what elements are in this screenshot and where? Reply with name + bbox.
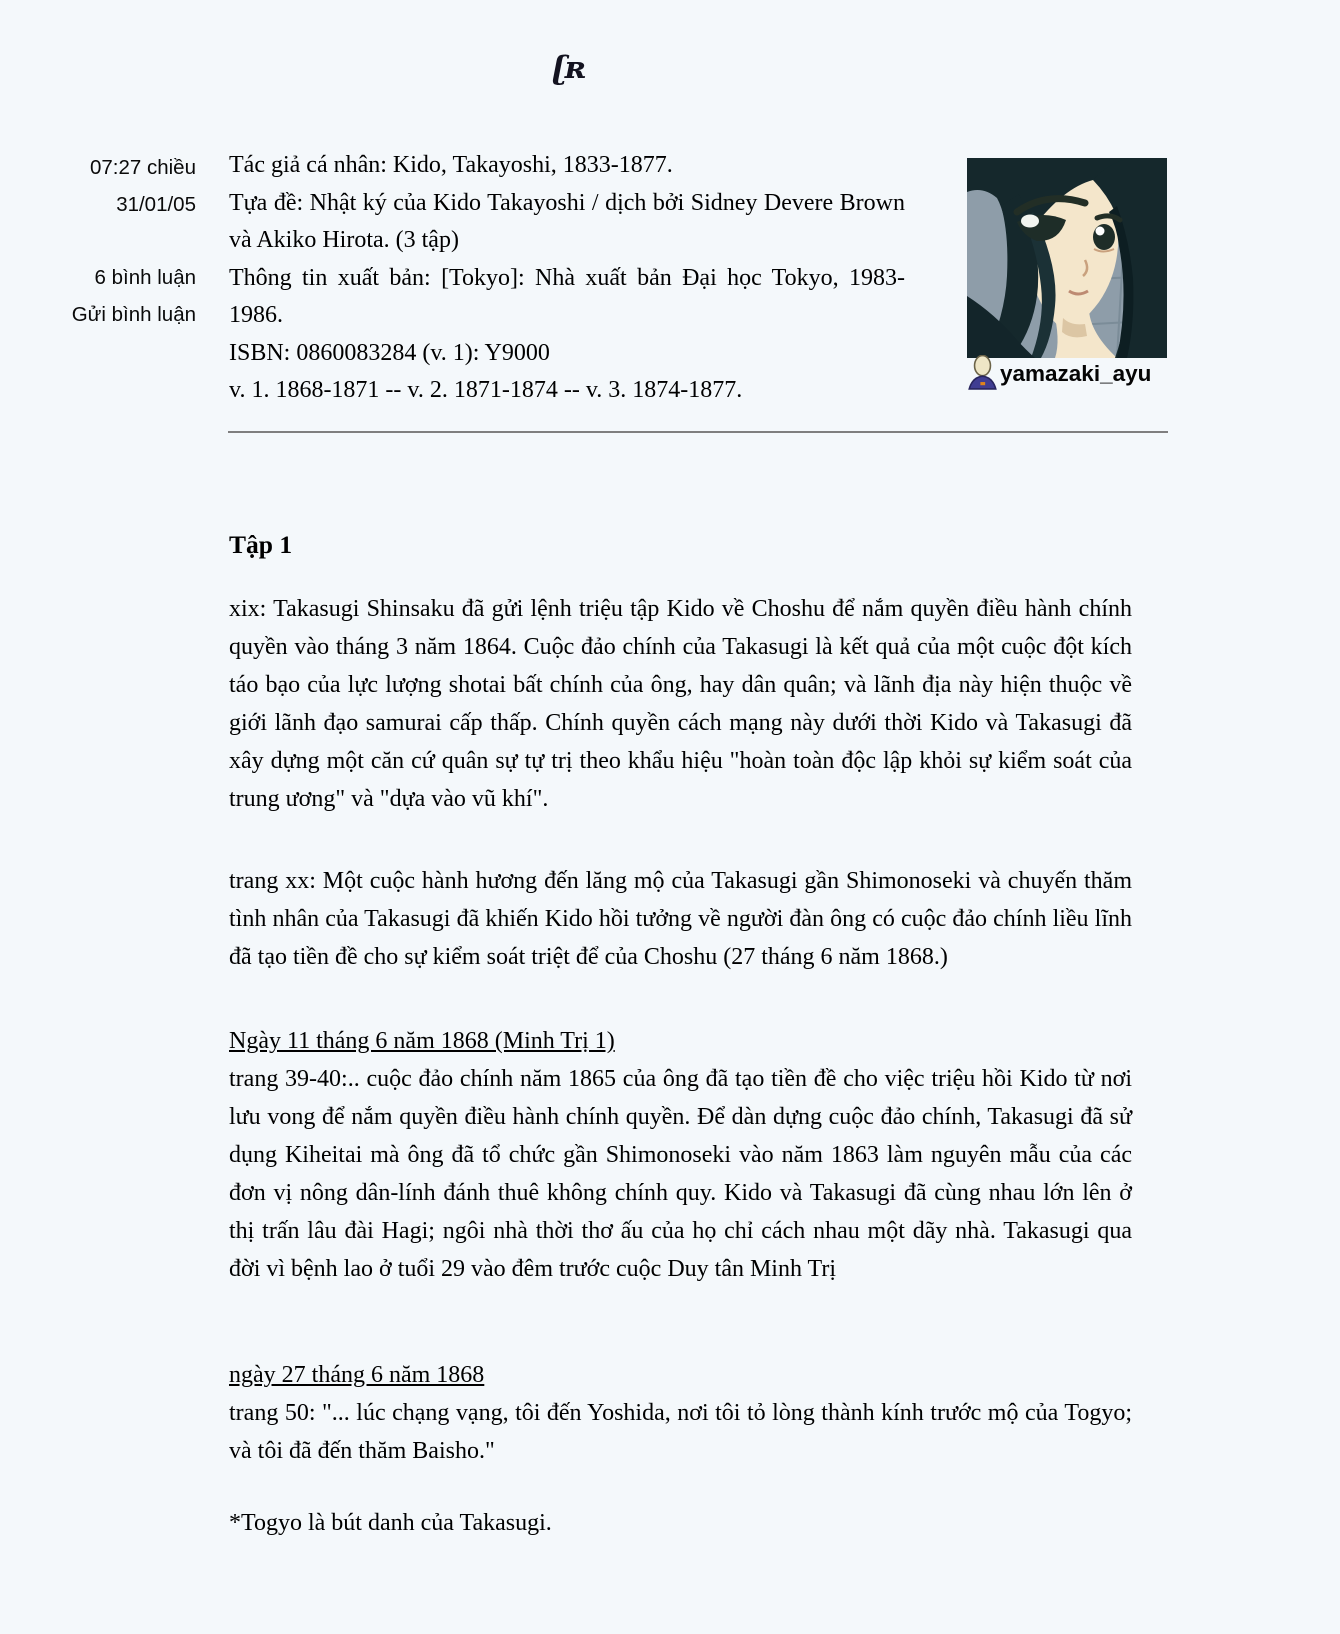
user-avatar[interactable] (967, 158, 1167, 358)
entry-body (229, 513, 1132, 1542)
post-comment-link[interactable]: Gửi bình luận (71, 303, 196, 326)
book-author: Tác giả cá nhân: Kido, Takayoshi, 1833-1877. (229, 152, 673, 178)
entry-sidebar (0, 149, 196, 333)
paragraph-xix: xix: Takasugi Shinsaku đã gửi lệnh triệu tập Kido về Choshu để nắm quyền điều hành chính quyền vào tháng 3 năm 1864. Cuộc đảo chính của Takasugi là kết quả của một cuộc đột kích táo bạo của lực lượng shotai bất chính của ông, hay dân quân; và lãnh địa này hiện thuộc về giới lãnh đạo samurai cấp thấp. Chính quyền cách mạng này dưới thời Kido và Takasugi đã xây dựng một căn cứ quân sự tự trị theo khẩu hiệu "hoàn toàn độc lập khỏi sự kiểm soát của trung ương" và "dựa vào vũ khí". (229, 596, 1132, 812)
volume-heading: Tập 1 (229, 530, 293, 559)
paragraph-trang-50: trang 50: "... lúc chạng vạng, tôi đến Yoshida, nơi tôi tỏ lòng thành kính trước mộ của Togyo; và tôi đã đến thăm Baisho." (229, 1400, 1132, 1464)
decorative-monogram: ʗʀ (551, 50, 583, 86)
paragraph-trang-xx: trang xx: Một cuộc hành hương đến lăng mộ của Takasugi gần Shimonoseki và chuyến thăm tình nhân của Takasugi đã khiến Kido hồi tưởng về người đàn ông có cuộc đảo chính liều lĩnh đã tạo tiền đề cho sự kiểm soát triệt để của Choshu (27 tháng 6 năm 1868.) (229, 868, 1132, 970)
date-heading-2: ngày 27 tháng 6 năm 1868 (229, 1362, 485, 1388)
person-icon[interactable] (968, 355, 997, 390)
entry-time: 07:27 chiều (89, 156, 196, 179)
divider (228, 431, 1168, 433)
user-line (968, 355, 1151, 390)
book-title: Tựa đề: Nhật ký của Kido Takayoshi / dịch bởi Sidney Devere Brown và Akiko Hirota. (3 tập) (229, 189, 905, 253)
username-link[interactable]: yamazaki_ayu (1000, 361, 1152, 386)
comments-link[interactable]: 6 bình luận (94, 266, 196, 289)
avatar-image (967, 158, 1167, 358)
book-publication: Thông tin xuất bản: [Tokyo]: Nhà xuất bản Đại học Tokyo, 1983-1986. (229, 264, 905, 328)
entry-date: 31/01/05 (116, 193, 196, 216)
book-info-block (229, 147, 905, 410)
book-volumes: v. 1. 1868-1871 -- v. 2. 1871-1874 -- v. 3. 1874-1877. (229, 377, 743, 403)
footnote: *Togyo là bút danh của Takasugi. (229, 1510, 552, 1536)
sidebar-spacer (0, 223, 196, 259)
book-isbn: ISBN: 0860083284 (v. 1): Y9000 (229, 339, 550, 366)
date-heading-1: Ngày 11 tháng 6 năm 1868 (Minh Trị 1) (229, 1028, 615, 1054)
paragraph-trang-39-40: trang 39-40:.. cuộc đảo chính năm 1865 của ông đã tạo tiền đề cho việc triệu hồi Kido từ nơi lưu vong để nắm quyền điều hành chính quyền. Để dàn dựng cuộc đảo chính, Takasugi đã sử dụng Kiheitai mà ông đã tổ chức gần Shimonoseki vào năm 1863 làm nguyên mẫu của các đơn vị nông dân-lính đánh thuê không chính quy. Kido và Takasugi đã cùng nhau lớn lên ở thị trấn lâu đài Hagi; ngôi nhà thời thơ ấu của họ chỉ cách nhau một dãy nhà. Takasugi qua đời vì bệnh lao ở tuổi 29 vào đêm trước cuộc Duy tân Minh Trị (229, 1066, 1132, 1282)
